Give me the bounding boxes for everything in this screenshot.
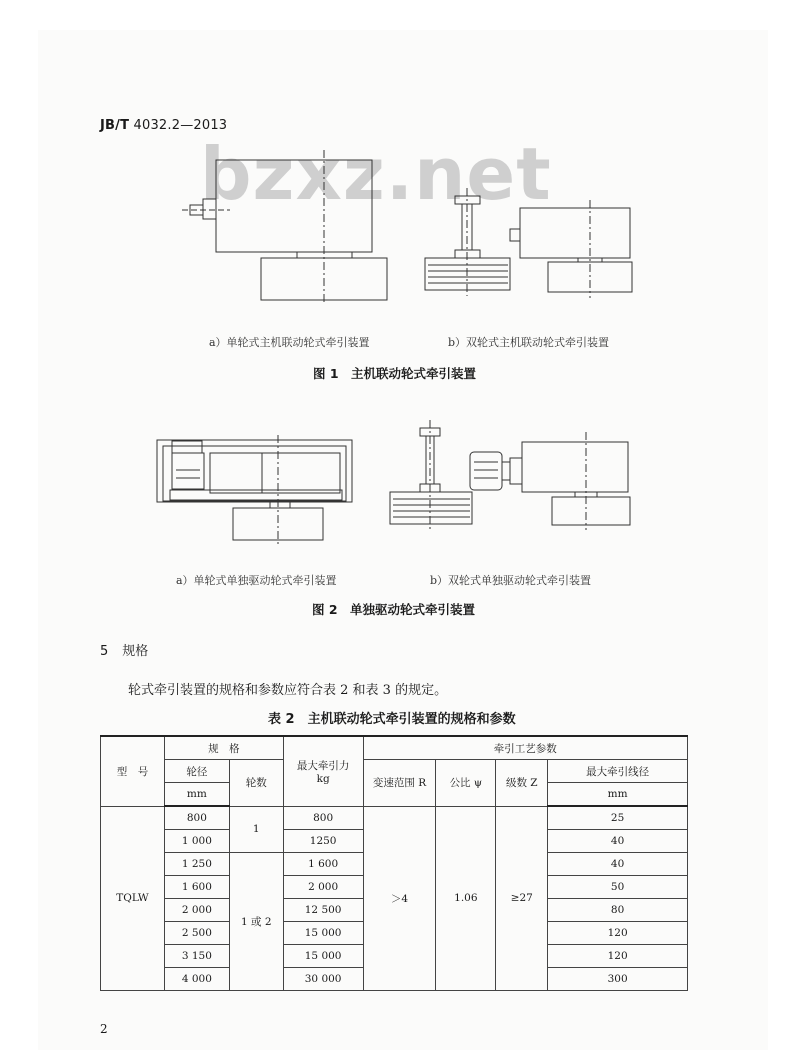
header-max-force: 最大牵引力 kg	[283, 736, 363, 806]
fig2b-drawing	[390, 420, 630, 530]
fig1a-drawing	[182, 150, 387, 305]
cell-force: 1250	[283, 830, 363, 853]
header-wheel-dia: 轮径	[164, 760, 229, 783]
figure2-title: 图 2 单独驱动轮式牵引装置	[312, 602, 476, 617]
cell-wheel-count-2: 1 或 2	[229, 853, 283, 991]
header-wheel-dia-unit: mm	[164, 783, 229, 807]
header-ratio: 公比 ψ	[436, 760, 496, 807]
cell-force: 12 500	[283, 899, 363, 922]
header-model: 型 号	[101, 736, 165, 806]
cell-ratio: 1.06	[436, 806, 496, 991]
page-number: 2	[100, 1022, 108, 1036]
cell-force: 15 000	[283, 945, 363, 968]
header-max-wire: 最大牵引线径	[548, 760, 688, 783]
figure1-title: 图 1 主机联动轮式牵引装置	[313, 366, 477, 381]
cell-wire: 120	[548, 922, 688, 945]
fig2a-caption: a）单轮式单独驱动轮式牵引装置	[176, 574, 337, 587]
section-title: 规格	[122, 644, 149, 659]
fig1b-caption: b）双轮式主机联动轮式牵引装置	[448, 336, 610, 349]
cell-wire: 80	[548, 899, 688, 922]
section-number: 5	[100, 644, 109, 659]
cell-dia: 2 500	[164, 922, 229, 945]
fig2b-caption: b）双轮式单独驱动轮式牵引装置	[430, 574, 592, 587]
cell-wire: 25	[548, 806, 688, 830]
cell-wire: 300	[548, 968, 688, 991]
standard-code: JB/T 4032.2—2013	[100, 118, 228, 133]
cell-steps: ≥27	[496, 806, 548, 991]
watermark: bzxz.net	[200, 132, 552, 216]
header-spec: 规 格	[164, 736, 283, 760]
cell-force: 30 000	[283, 968, 363, 991]
cell-force: 2 000	[283, 876, 363, 899]
cell-dia: 2 000	[164, 899, 229, 922]
spec-table	[100, 735, 688, 991]
cell-wire: 50	[548, 876, 688, 899]
header-wheel-count: 轮数	[229, 760, 283, 807]
paragraph: 轮式牵引装置的规格和参数应符合表 2 和表 3 的规定。	[128, 683, 448, 698]
section-heading	[100, 640, 162, 659]
cell-force: 800	[283, 806, 363, 830]
fig1b-drawing	[425, 188, 632, 298]
header-max-wire-unit: mm	[548, 783, 688, 807]
cell-speed-range: ＞4	[363, 806, 436, 991]
header-steps: 级数 Z	[496, 760, 548, 807]
cell-force: 1 600	[283, 853, 363, 876]
cell-dia: 3 150	[164, 945, 229, 968]
cell-wire: 120	[548, 945, 688, 968]
fig2a-drawing	[157, 435, 352, 545]
cell-force: 15 000	[283, 922, 363, 945]
table-title: 表 2 主机联动轮式牵引装置的规格和参数	[268, 712, 516, 727]
cell-wire: 40	[548, 853, 688, 876]
header-speed-range: 变速范围 R	[363, 760, 436, 807]
cell-model: TQLW	[101, 806, 165, 991]
cell-dia: 1 600	[164, 876, 229, 899]
cell-dia: 1 000	[164, 830, 229, 853]
cell-dia: 4 000	[164, 968, 229, 991]
cell-dia: 800	[164, 806, 229, 830]
header-process: 牵引工艺参数	[363, 736, 687, 760]
fig1a-caption: a）单轮式主机联动轮式牵引装置	[209, 336, 370, 349]
cell-wheel-count-1: 1	[229, 806, 283, 853]
cell-wire: 40	[548, 830, 688, 853]
cell-dia: 1 250	[164, 853, 229, 876]
